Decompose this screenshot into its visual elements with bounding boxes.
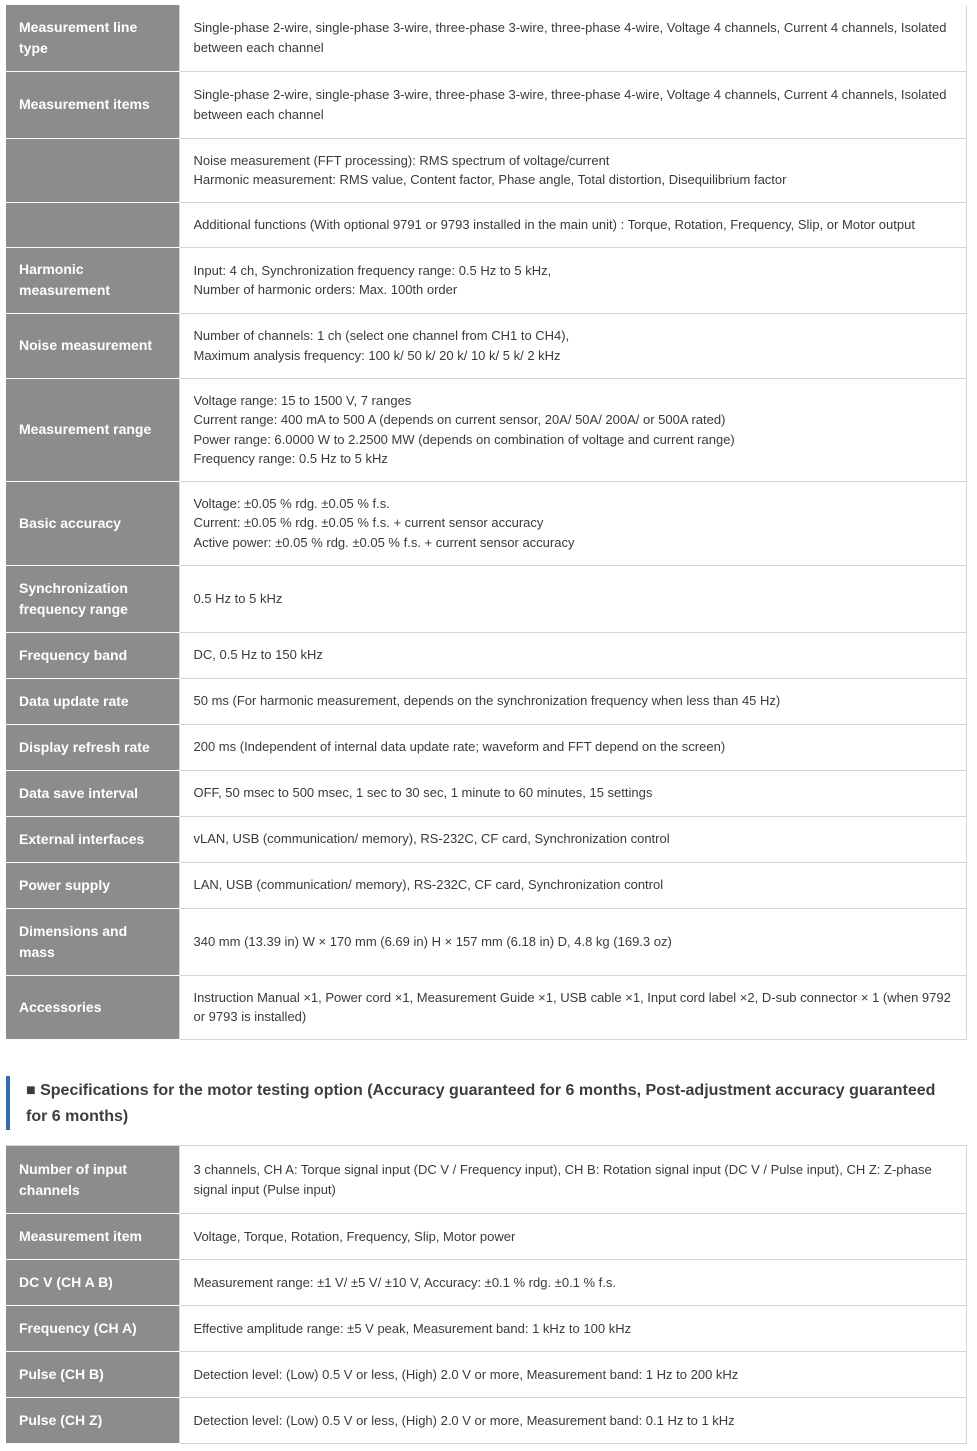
spec-value: [179, 1306, 967, 1352]
spec-value-line: 50 ms (For harmonic measurement, depends on the synchronization frequency when less than 45 Hz): [193, 693, 781, 709]
spec-label: Dimensions and mass: [6, 908, 179, 975]
spec-row-measurement-item-1: [6, 1214, 967, 1260]
spec-value-line: 340 mm (13.39 in) W × 170 mm (6.69 in) H × 157 mm (6.18 in) D, 4.8 kg (169.3 oz): [193, 933, 672, 949]
spec-value: [179, 1146, 967, 1214]
spec-row-accessories-16: [6, 975, 967, 1039]
spec-value-line: Number of harmonic orders: Max. 100th order: [193, 282, 458, 297]
spec-row-unlabeled-3: [6, 202, 967, 247]
spec-value: [179, 862, 967, 908]
spec-label: Pulse (CH B): [6, 1352, 179, 1398]
spec-label: Harmonic measurement: [6, 247, 179, 313]
spec-row-harmonic-measurement-4: [6, 247, 967, 313]
spec-value: [179, 1352, 967, 1398]
spec-row-pulse-ch-b-4: [6, 1352, 967, 1398]
spec-label: Measurement range: [6, 378, 179, 481]
spec-row-measurement-line-type-0: [6, 5, 967, 71]
spec-value-line: vLAN, USB (communication/ memory), RS-232C, CF card, Synchronization control: [193, 831, 670, 847]
spec-label: Synchronization frequency range: [6, 565, 179, 632]
spec-row-dc-v-ch-a-b-2: [6, 1260, 967, 1306]
spec-value: [179, 1398, 967, 1444]
spec-value-line: Single-phase 2-wire, single-phase 3-wire, three-phase 3-wire, three-phase 4-wire, Voltage 4 channels, Current 4 channels, Isolated between each channel: [193, 87, 947, 122]
spec-value-line: Voltage range: 15 to 1500 V, 7 ranges: [193, 392, 412, 408]
spec-value-line: 200 ms (Independent of internal data update rate; waveform and FFT depend on the screen): [193, 739, 726, 755]
section-accent-bar: [6, 1076, 10, 1130]
spec-value-line: Detection level: (Low) 0.5 V or less, (High) 2.0 V or more, Measurement band: 0.1 Hz to 1 kHz: [193, 1412, 735, 1428]
spec-label: Number of input channels: [6, 1146, 179, 1214]
spec-value-line: DC, 0.5 Hz to 150 kHz: [193, 647, 323, 663]
spec-label: DC V (CH A B): [6, 1260, 179, 1306]
spec-value-line: Noise measurement (FFT processing): RMS spectrum of voltage/current: [193, 152, 610, 168]
spec-row-display-refresh-rate-11: [6, 724, 967, 770]
spec-label: Measurement item: [6, 1214, 179, 1260]
spec-row-frequency-ch-a-3: [6, 1306, 967, 1352]
spec-label: Frequency band: [6, 632, 179, 678]
spec-value-line: Instruction Manual ×1, Power cord ×1, Measurement Guide ×1, USB cable ×1, Input cord label ×2, D-sub connector × 1 (when 9792 or 9793 is installed): [193, 989, 951, 1024]
spec-value: [179, 1260, 967, 1306]
spec-row-data-save-interval-12: [6, 770, 967, 816]
spec-value: [179, 770, 967, 816]
spec-value-line: 3 channels, CH A: Torque signal input (DC V / Frequency input), CH B: Rotation signal input (DC V / Pulse input), CH Z: Z-phase signal input (Pulse input): [193, 1162, 932, 1197]
spec-value-line: Current range: 400 mA to 500 A (depends on current sensor, 20A/ 50A/ 200A/ or 500A rated): [193, 412, 726, 427]
spec-value-line: Measurement range: ±1 V/ ±5 V/ ±10 V, Accuracy: ±0.1 % rdg. ±0.1 % f.s.: [193, 1274, 617, 1290]
spec-value: [179, 378, 967, 481]
spec-label: Data update rate: [6, 678, 179, 724]
spec-value: [179, 247, 967, 313]
spec-row-frequency-band-9: [6, 632, 967, 678]
spec-label: Power supply: [6, 862, 179, 908]
spec-value-line: Input: 4 ch, Synchronization frequency range: 0.5 Hz to 5 kHz,: [193, 262, 552, 278]
spec-label: Data save interval: [6, 770, 179, 816]
spec-value: [179, 975, 967, 1039]
spec-value-line: Power range: 6.0000 W to 2.2500 MW (depends on combination of voltage and current range): [193, 431, 735, 447]
spec-label: Frequency (CH A): [6, 1306, 179, 1352]
spec-value-line: Number of channels: 1 ch (select one channel from CH1 to CH4),: [193, 328, 570, 343]
spec-row-power-supply-14: [6, 862, 967, 908]
spec-value: [179, 908, 967, 975]
main-spec-table: [6, 5, 967, 1040]
spec-value-line: Active power: ±0.05 % rdg. ±0.05 % f.s. + current sensor accuracy: [193, 534, 575, 550]
spec-value-line: 0.5 Hz to 5 kHz: [193, 590, 283, 606]
spec-value-line: Additional functions (With optional 9791 or 9793 installed in the main unit) : Torque, Rotation, Frequency, Slip, or Motor output: [193, 216, 915, 232]
spec-row-data-update-rate-10: [6, 678, 967, 724]
spec-label: [6, 202, 179, 247]
spec-value-line: LAN, USB (communication/ memory), RS-232C, CF card, Synchronization control: [193, 877, 664, 893]
spec-row-pulse-ch-z-5: [6, 1398, 967, 1444]
spec-value-line: Voltage: ±0.05 % rdg. ±0.05 % f.s.: [193, 495, 390, 511]
spec-label: Display refresh rate: [6, 724, 179, 770]
spec-value-line: Voltage, Torque, Rotation, Frequency, Slip, Motor power: [193, 1228, 516, 1244]
spec-row-external-interfaces-13: [6, 816, 967, 862]
spec-value-line: Current: ±0.05 % rdg. ±0.05 % f.s. + current sensor accuracy: [193, 515, 544, 531]
spec-row-measurement-range-6: [6, 378, 967, 481]
spec-value-line: OFF, 50 msec to 500 msec, 1 sec to 30 sec, 1 minute to 60 minutes, 15 settings: [193, 785, 653, 801]
spec-label: External interfaces: [6, 816, 179, 862]
spec-label: [6, 138, 179, 202]
spec-value: [179, 313, 967, 378]
spec-row-synchronization-frequency-range-8: [6, 565, 967, 632]
spec-row-measurement-items-1: [6, 71, 967, 138]
spec-value-line: Effective amplitude range: ±5 V peak, Measurement band: 1 kHz to 100 kHz: [193, 1320, 632, 1336]
spec-value: [179, 816, 967, 862]
spec-label: Measurement line type: [6, 5, 179, 71]
spec-row-dimensions-and-mass-15: [6, 908, 967, 975]
spec-value: [179, 5, 967, 71]
spec-value-line: Maximum analysis frequency: 100 k/ 50 k/ 20 k/ 10 k/ 5 k/ 2 kHz: [193, 347, 561, 363]
spec-value-line: Harmonic measurement: RMS value, Content factor, Phase angle, Total distortion, Disequilibrium factor: [193, 172, 787, 187]
spec-value: [179, 632, 967, 678]
motor-spec-table: [6, 1145, 967, 1444]
spec-value: [179, 481, 967, 565]
motor-section-title: ■ Specifications for the motor testing option (Accuracy guaranteed for 6 months, Post-adjustment accuracy guaranteed for 6 months): [26, 1082, 936, 1125]
motor-section-header: [6, 1076, 967, 1130]
spec-value-line: Single-phase 2-wire, single-phase 3-wire, three-phase 3-wire, three-phase 4-wire, Voltage 4 channels, Current 4 channels, Isolated between each channel: [193, 20, 947, 55]
spec-label: Noise measurement: [6, 313, 179, 378]
spec-label: Measurement items: [6, 71, 179, 138]
spec-row-number-of-input-channels-0: [6, 1146, 967, 1214]
spec-value: [179, 724, 967, 770]
spec-label: Accessories: [6, 975, 179, 1039]
spec-value: [179, 71, 967, 138]
spec-value: [179, 565, 967, 632]
spec-value: [179, 1214, 967, 1260]
spec-label: Basic accuracy: [6, 481, 179, 565]
spec-row-unlabeled-2: [6, 138, 967, 202]
spec-label: Pulse (CH Z): [6, 1398, 179, 1444]
spec-value: [179, 678, 967, 724]
spec-value-line: Frequency range: 0.5 Hz to 5 kHz: [193, 451, 388, 466]
spec-value: [179, 202, 967, 247]
spec-value: [179, 138, 967, 202]
spec-value-line: Detection level: (Low) 0.5 V or less, (High) 2.0 V or more, Measurement band: 1 Hz to 200 kHz: [193, 1366, 739, 1382]
spec-row-noise-measurement-5: [6, 313, 967, 378]
spec-row-basic-accuracy-7: [6, 481, 967, 565]
